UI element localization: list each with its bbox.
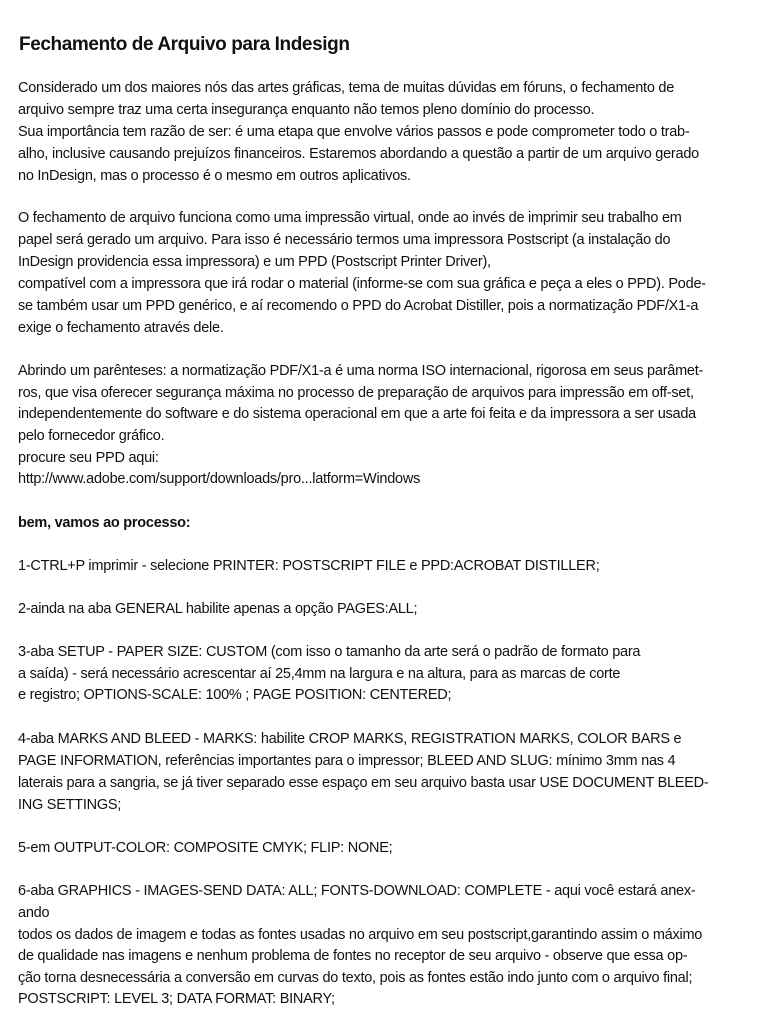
paragraph-line: procure seu PPD aqui:	[18, 450, 159, 466]
document-title: Fechamento de Arquivo para Indesign	[19, 34, 350, 55]
paragraph-line: O fechamento de arquivo funciona como uma impressão virtual, onde ao invés de imprimir seu trabalho em	[18, 210, 682, 226]
section-heading: bem, vamos ao processo:	[18, 515, 191, 531]
paragraph-line: ros, que visa oferecer segurança máxima no processo de preparação de arquivos para impressão em off-set,	[18, 385, 694, 401]
paragraph-line: compatível com a impressora que irá rodar o material (informe-se com sua gráfica e peça a eles o PPD). Pode-	[18, 276, 706, 292]
paragraph-line: independentemente do software e do sistema operacional em que a arte foi feita e da impressora a ser usada	[18, 406, 696, 422]
step-line: ção torna desnecessária a conversão em curvas do texto, pois as fontes estão indo junto com o arquivo final;	[18, 970, 693, 986]
paragraph-line: Sua importância tem razão de ser: é uma etapa que envolve vários passos e pode comprometer todo o trab-	[18, 124, 690, 140]
step-line: ando	[18, 905, 50, 921]
url-line: http://www.adobe.com/support/downloads/pro...latform=Windows	[18, 471, 421, 487]
step-line: ING SETTINGS;	[18, 797, 122, 813]
paragraph-line: arquivo sempre traz uma certa insegurança enquanto não temos pleno domínio do processo.	[18, 102, 595, 118]
paragraph-line: se também usar um PPD genérico, e aí recomendo o PPD do Acrobat Distiller, pois a normatização PDF/X1-a	[18, 298, 699, 314]
step-line: a saída) - será necessário acrescentar aí 25,4mm na largura e na altura, para as marcas de corte	[18, 666, 621, 682]
step-line: POSTSCRIPT: LEVEL 3; DATA FORMAT: BINARY;	[18, 991, 335, 1007]
step-line: 2-ainda na aba GENERAL habilite apenas a opção PAGES:ALL;	[18, 601, 418, 617]
step-line: 1-CTRL+P imprimir - selecione PRINTER: POSTSCRIPT FILE e PPD:ACROBAT DISTILLER;	[18, 558, 600, 574]
step-line: todos os dados de imagem e todas as fontes usadas no arquivo em seu postscript,garantindo assim o máximo	[18, 927, 703, 943]
paragraph-line: no InDesign, mas o processo é o mesmo em outros aplicativos.	[18, 168, 411, 184]
step-line: PAGE INFORMATION, referências importantes para o impressor; BLEED AND SLUG: mínimo 3mm nas 4	[18, 753, 676, 769]
step-line: 4-aba MARKS AND BLEED - MARKS: habilite CROP MARKS, REGISTRATION MARKS, COLOR BARS e	[18, 731, 682, 747]
paragraph-line: InDesign providencia essa impressora) e um PPD (Postscript Printer Driver),	[18, 254, 491, 270]
step-line: de qualidade nas imagens e nenhum problema de fontes no receptor de seu arquivo - observe que essa op-	[18, 948, 688, 964]
step-line: 6-aba GRAPHICS - IMAGES-SEND DATA: ALL; FONTS-DOWNLOAD: COMPLETE - aqui você estará anex-	[18, 883, 696, 899]
step-line: laterais para a sangria, se já tiver separado esse espaço em seu arquivo basta usar USE DOCUMENT BLEED-	[18, 775, 709, 791]
paragraph-line: alho, inclusive causando prejuízos financeiros. Estaremos abordando a questão a partir de um arquivo gerado	[18, 146, 699, 162]
paragraph-line: exige o fechamento através dele.	[18, 320, 224, 336]
paragraph-line: Abrindo um parênteses: a normatização PDF/X1-a é uma norma ISO internacional, rigorosa em seus parâmet-	[18, 363, 704, 379]
paragraph-line: pelo fornecedor gráfico.	[18, 428, 165, 444]
step-line: 5-em OUTPUT-COLOR: COMPOSITE CMYK; FLIP: NONE;	[18, 840, 393, 856]
step-line: e registro; OPTIONS-SCALE: 100% ; PAGE POSITION: CENTERED;	[18, 687, 452, 703]
step-line: 3-aba SETUP - PAPER SIZE: CUSTOM (com isso o tamanho da arte será o padrão de formato para	[18, 644, 641, 660]
paragraph-line: papel será gerado um arquivo. Para isso é necessário termos uma impressora Postscript (a instalação do	[18, 232, 671, 248]
paragraph-line: Considerado um dos maiores nós das artes gráficas, tema de muitas dúvidas em fóruns, o fechamento de	[18, 80, 675, 96]
